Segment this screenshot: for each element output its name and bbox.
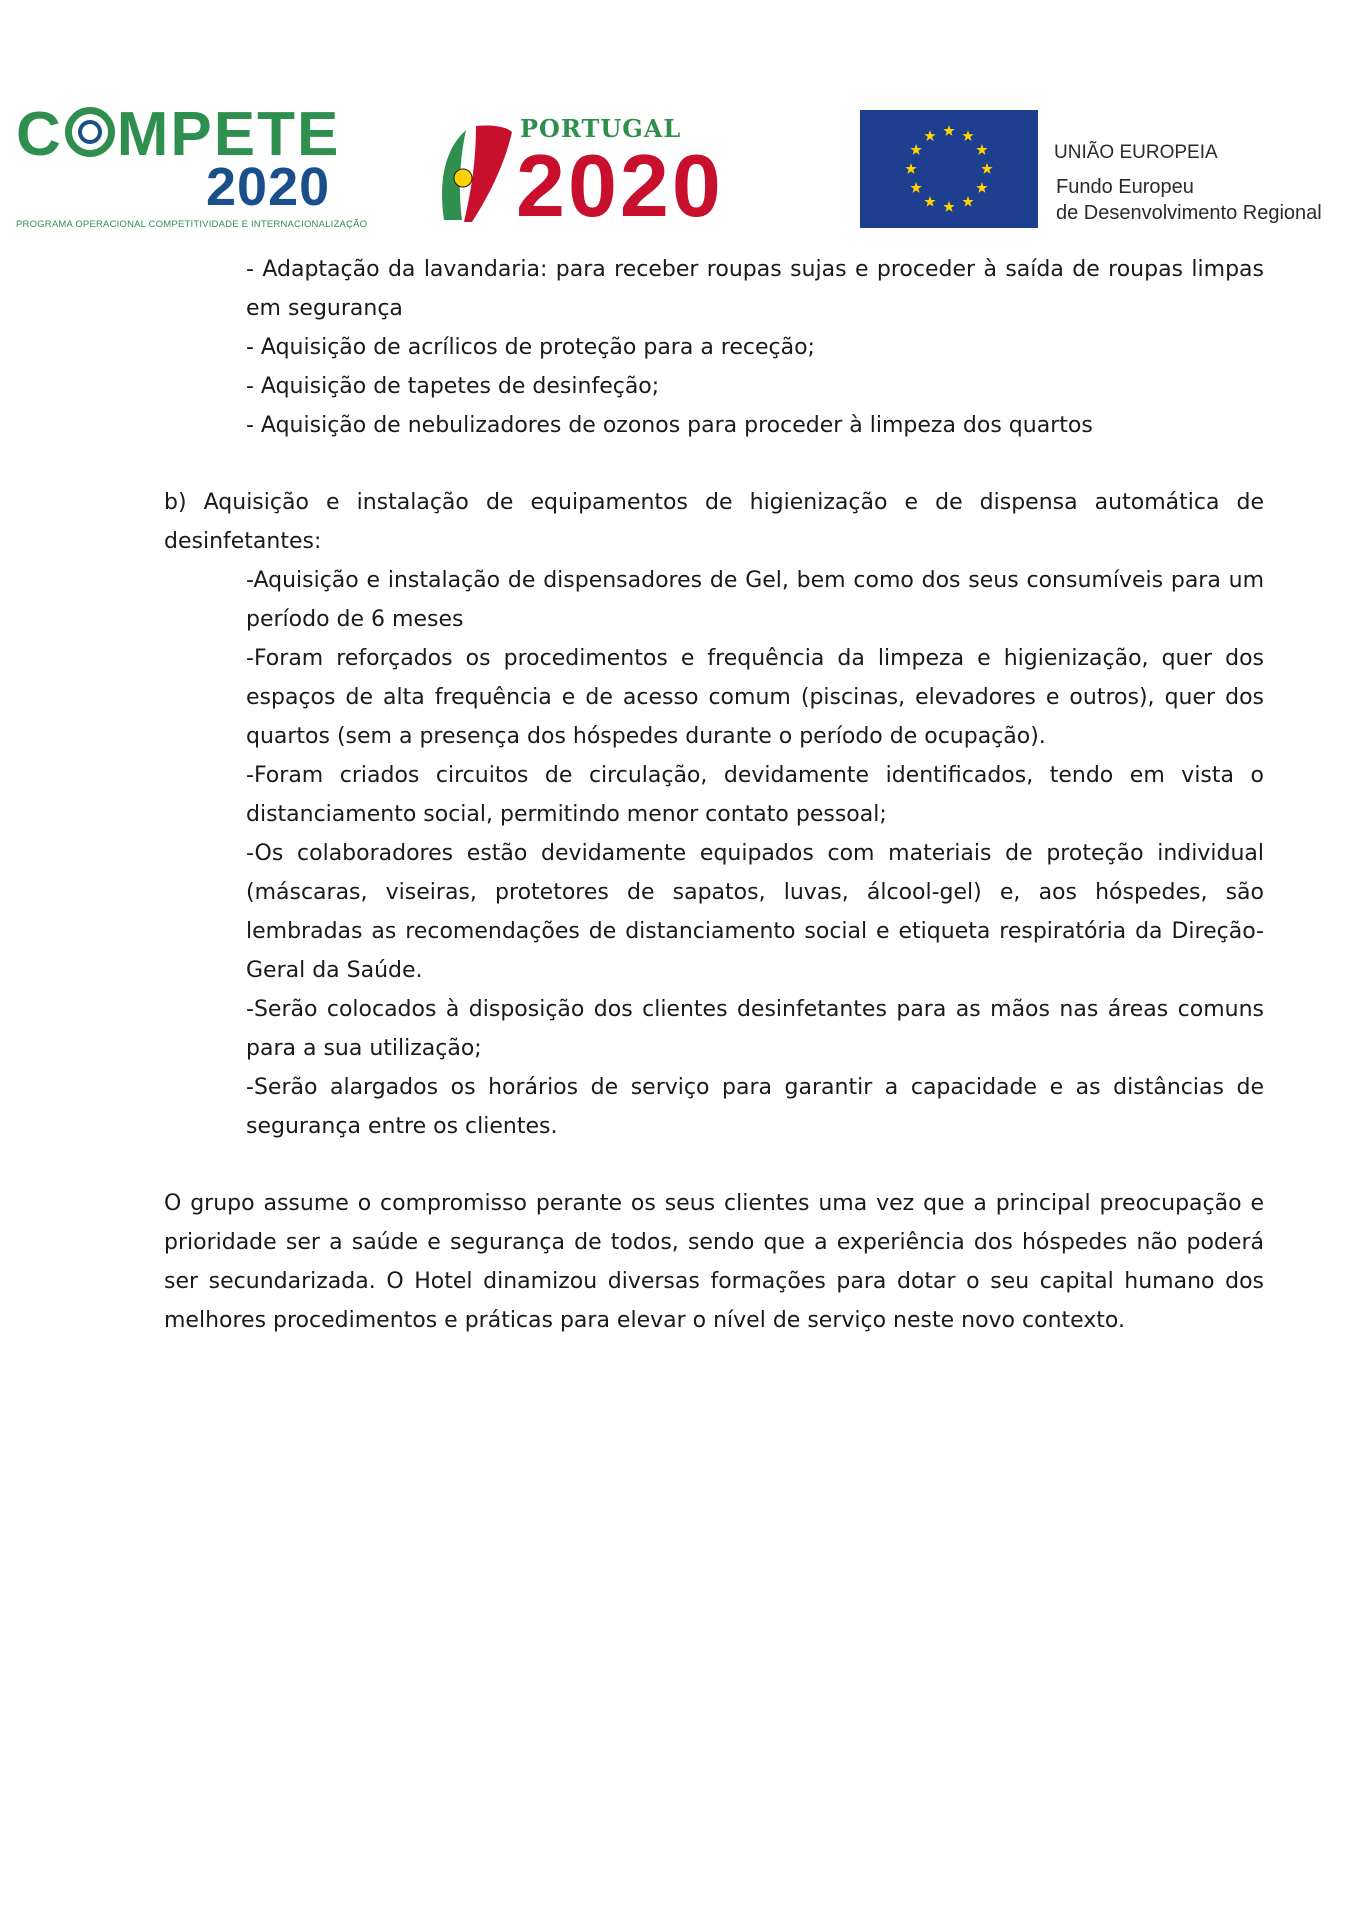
eu-star-icon [943,201,954,212]
compete-2020-logo [16,100,368,234]
compete-globe-icon [65,107,115,157]
eu-flag-icon [860,110,1038,228]
eu-star-icon [962,130,973,141]
eu-star-icon [976,144,987,155]
section-b-heading: b) Aquisição e instalação de equipamentos de higienização e de dispensa automática de desinfetantes: [164,490,1264,554]
portugal-2020-logo [436,112,786,235]
logo-header [0,0,1358,240]
eu-star-icon [962,196,973,207]
compete-subtitle: PROGRAMA OPERACIONAL COMPETITIVIDADE E INTERNACIONALIZAÇÃO [16,219,368,230]
eu-star-icon [924,130,935,141]
compete-wordmark: C MPETE [16,100,341,169]
list-item: - Aquisição de acrílicos de proteção para a receção; [246,335,815,360]
top-list [164,250,1264,445]
list-item: -Os colaboradores estão devidamente equipados com materiais de proteção individual (máscaras, viseiras, protetores de sapatos, luvas, álcool-gel) e, aos hóspedes, são lembradas as recomendações de distanciamento social e etiqueta respiratória da Direção-Geral da Saúde. [246,841,1264,983]
list-item: -Foram criados circuitos de circulação, devidamente identificados, tendo em vista o distanciamento social, permitindo menor contato pessoal; [246,763,1264,827]
eu-star-icon [910,144,921,155]
eu-star-icon [981,163,992,174]
eu-fund-line-2: de Desenvolvimento Regional [1056,202,1322,224]
list-item: - Aquisição de tapetes de desinfeção; [246,374,660,399]
eu-title: UNIÃO EUROPEIA [1054,142,1218,163]
document-body [164,250,1264,1340]
list-item: -Foram reforçados os procedimentos e frequência da limpeza e higienização, quer dos espaços de alta frequência e de acesso comum (piscinas, elevadores e outros), quer dos quartos (sem a presença dos hóspedes durante o período de ocupação). [246,646,1264,749]
eu-star-icon [905,163,916,174]
portugal-wordmark: PORTUGAL [520,114,682,143]
list-item: - Aquisição de nebulizadores de ozonos para proceder à limpeza dos quartos [246,413,1093,438]
eu-star-icon [910,182,921,193]
portugal-year: 2020 [516,136,724,235]
list-item: - Adaptação da lavandaria: para receber roupas sujas e proceder à saída de roupas limpas em segurança [246,257,1264,321]
eu-star-icon [943,125,954,136]
list-item: -Serão alargados os horários de serviço para garantir a capacidade e as distâncias de segurança entre os clientes. [246,1075,1264,1139]
eu-star-icon [976,182,987,193]
list-item: -Serão colocados à disposição dos clientes desinfetantes para as mãos nas áreas comuns para a sua utilização; [246,997,1264,1061]
section-b-list [164,561,1264,1146]
eu-star-icon [924,196,935,207]
compete-year: 2020 [206,157,331,217]
eu-fund-logo [860,110,1350,230]
list-item: -Aquisição e instalação de dispensadores de Gel, bem como dos seus consumíveis para um período de 6 meses [246,568,1264,632]
eu-fund-line-1: Fundo Europeu [1056,176,1194,198]
portugal-flag-mark-icon [436,118,516,226]
closing-paragraph: O grupo assume o compromisso perante os seus clientes uma vez que a principal preocupação e prioridade ser a saúde e segurança de todos, sendo que a experiência dos hóspedes não poderá ser secundarizada. O Hotel dinamizou diversas formações para dotar o seu capital humano dos melhores procedimentos e práticas para elevar o nível de serviço neste novo contexto. [164,1191,1264,1333]
